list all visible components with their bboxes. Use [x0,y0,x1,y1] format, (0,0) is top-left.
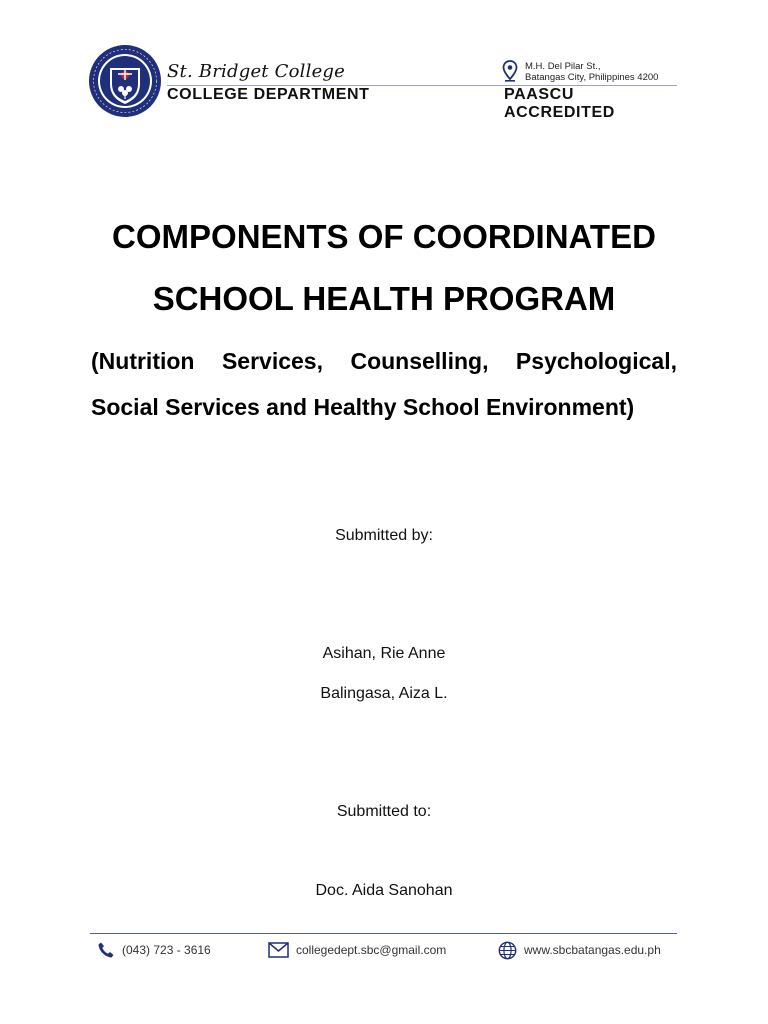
document-subtitle: (Nutrition Services, Counselling, Psychological, Social Services and Healthy School Environment) [91,348,677,420]
college-name: St. Bridget College [167,61,345,82]
recipient-name: Doc. Aida Sanohan [315,882,453,899]
footer-divider [90,933,677,934]
footer-phone [97,940,211,960]
author-name: Balingasa, Aiza L. [320,685,448,702]
college-seal-icon [88,44,162,118]
email-address: collegedept.sbc@gmail.com [296,943,447,957]
letterhead [88,44,678,120]
author-name: Asihan, Rie Anne [322,645,446,662]
location-pin-icon [502,60,518,82]
document-title: COMPONENTS OF COORDINATED SCHOOL HEALTH PROGRAM [112,218,656,317]
phone-number: (043) 723 - 3616 [122,943,211,957]
submitted-to-label: Submitted to: [336,803,432,820]
phone-icon [97,941,115,959]
footer-website [498,940,661,960]
footer-email [268,940,446,960]
globe-icon [498,941,517,960]
website-url: www.sbcbatangas.edu.ph [524,943,661,957]
envelope-icon [268,942,289,958]
department-name: COLLEGE DEPARTMENT [167,86,370,103]
submitted-by-label: Submitted by: [335,527,433,544]
college-address: M.H. Del Pilar St., Batangas City, Philippines 4200 [525,61,659,83]
accreditation: PAASCU ACCREDITED [504,86,615,121]
